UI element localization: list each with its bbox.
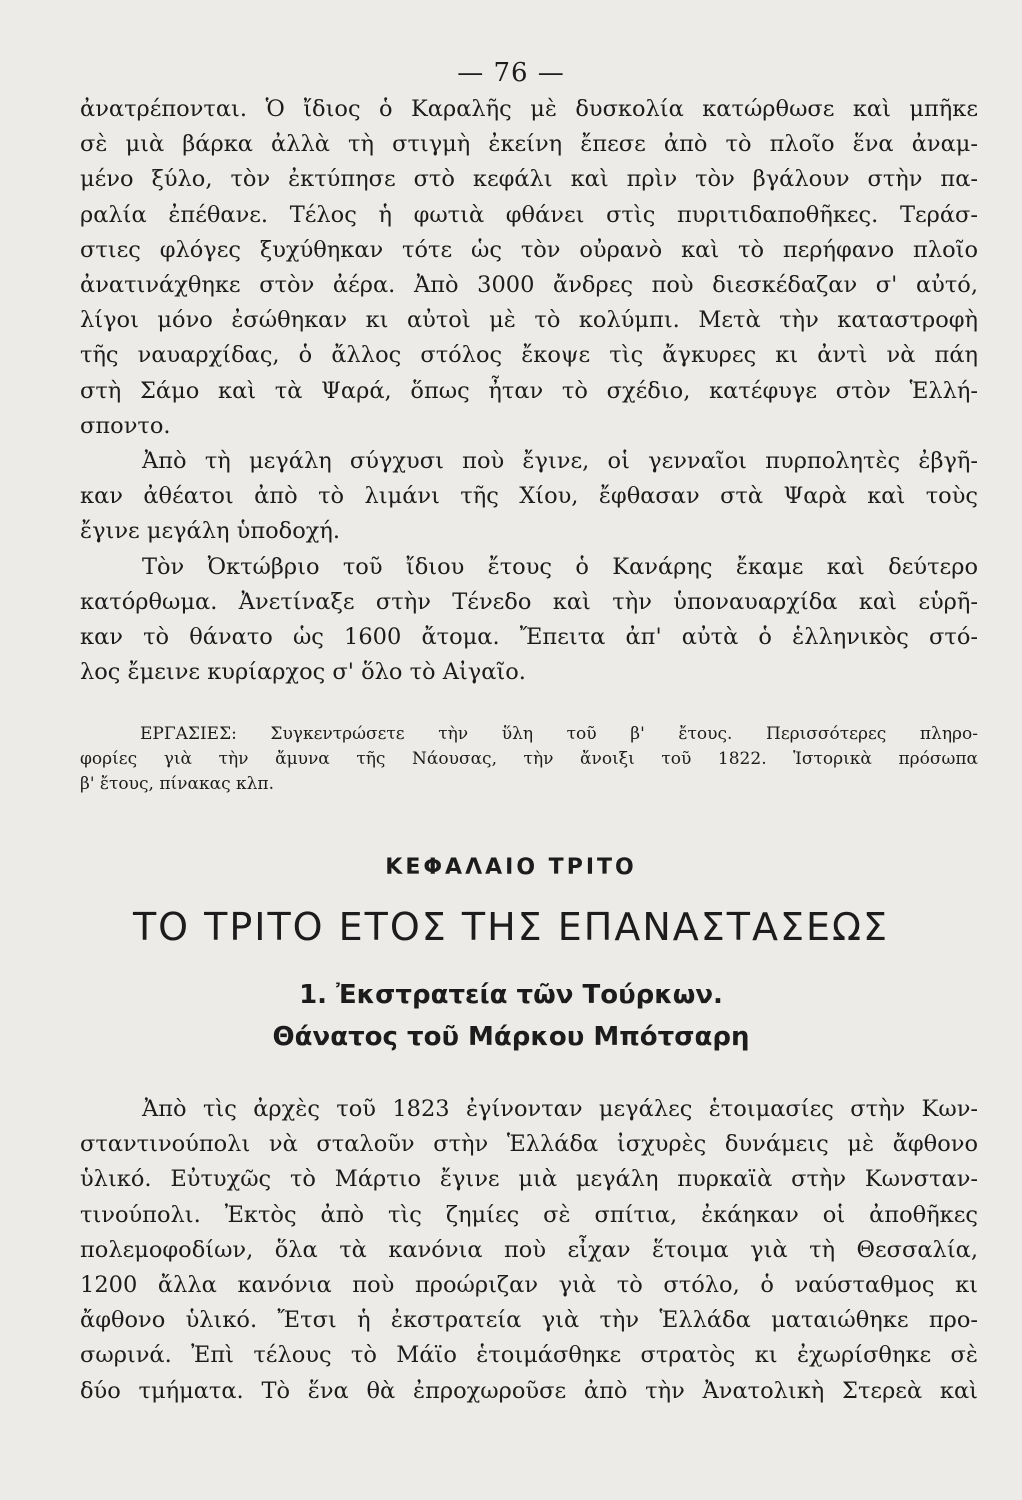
text-line: τινούπολι. Ἐκτὸς ἀπὸ τὶς ζημίες σὲ σπίτια, ἐκάηκαν οἱ ἀποθῆκες xyxy=(80,1201,978,1228)
section-subheading: Θάνατος τοῦ Μάρκου Μπότσαρη xyxy=(272,1022,750,1052)
text-line: Ἀπὸ τὶς ἀρχὲς τοῦ 1823 ἐγίνονταν μεγάλες ἑτοιμασίες στὴν Κων- xyxy=(142,1096,978,1122)
text-line: μένο ξύλο, τὸν ἐκτύπησε στὸ κεφάλι καὶ πρὶν τὸν βγάλουν στὴν πα- xyxy=(80,166,978,193)
paragraph xyxy=(80,550,978,691)
text-line: σταντινούπολι νὰ σταλοῦν στὴν Ἑλλάδα ἰσχυρὲς δυνάμεις μὲ ἄφθονο xyxy=(80,1131,978,1158)
text-line: 1200 ἄλλα κανόνια ποὺ προώριζαν γιὰ τὸ στόλο, ὁ ναύσταθμος κι xyxy=(80,1272,978,1299)
text-line: ἀνατινάχθηκε στὸν ἀέρα. Ἀπὸ 3000 ἄνδρες ποὺ διεσκέδαζαν σ' αὐτό, xyxy=(80,272,978,299)
text-line: ἀνατρέπονται. Ὁ ἴδιος ὁ Καραλῆς μὲ δυσκολία κατώρθωσε καὶ μπῆκε xyxy=(80,96,978,122)
body-text-bottom xyxy=(80,1092,978,1409)
paragraph xyxy=(80,92,978,444)
page-number: — 76 — xyxy=(457,58,565,88)
text-line: Ἀπὸ τὴ μεγάλη σύγχυσι ποὺ ἔγινε, οἱ γενναῖοι πυρπολητὲς ἐβγῆ- xyxy=(142,448,978,475)
chapter-label: ΚΕΦΑΛΑΙΟ ΤΡΙΤΟ xyxy=(385,855,637,880)
section-heading: 1. Ἐκστρατεία τῶν Τούρκων. xyxy=(299,980,723,1010)
text-line: σωρινά. Ἐπὶ τέλους τὸ Μάϊο ἑτοιμάσθηκε στρατὸς κι ἐχωρίσθηκε σὲ xyxy=(80,1342,978,1369)
text-line: ἄφθονο ὑλικό. Ἔτσι ἡ ἐκστρατεία γιὰ τὴν Ἑλλάδα ματαιώθηκε προ- xyxy=(80,1307,978,1334)
text-line: καν ἀθέατοι ἀπὸ τὸ λιμάνι τῆς Χίου, ἔφθασαν στὰ Ψαρὰ καὶ τοὺς xyxy=(80,483,978,510)
text-line: δύο τμήματα. Τὸ ἕνα θὰ ἐπροχωροῦσε ἀπὸ τὴν Ἀνατολικὴ Στερεὰ καὶ xyxy=(80,1377,978,1404)
text-line: σποντο. xyxy=(80,412,171,439)
text-line: πολεμοφοδίων, ὅλα τὰ κανόνια ποὺ εἶχαν ἕτοιμα γιὰ τὴ Θεσσαλία, xyxy=(80,1236,978,1263)
text-line: ΕΡΓΑΣΙΕΣ: Συγκεντρώσετε τὴν ὕλη τοῦ β' ἔτους. Περισσότερες πληρο- xyxy=(140,724,978,744)
text-line: φορίες γιὰ τὴν ἄμυνα τῆς Νάουσας, τὴν ἄνοιξι τοῦ 1822. Ἱστορικὰ πρόσωπα xyxy=(80,749,978,769)
text-line: ἔγινε μεγάλη ὑποδοχή. xyxy=(80,518,341,545)
text-line: σὲ μιὰ βάρκα ἀλλὰ τὴ στιγμὴ ἐκείνη ἔπεσε ἀπὸ τὸ πλοῖο ἕνα ἀναμ- xyxy=(80,131,978,158)
text-line: καν τὸ θάνατο ὡς 1600 ἄτομα. Ἔπειτα ἀπ' αὐτὰ ὁ ἑλληνικὸς στό- xyxy=(80,624,978,651)
text-line: λίγοι μόνο ἐσώθηκαν κι αὐτοὶ μὲ τὸ κολύμπι. Μετὰ τὴν καταστροφὴ xyxy=(80,307,978,334)
text-line: λος ἔμεινε κυρίαρχος σ' ὅλο τὸ Αἰγαῖο. xyxy=(80,659,526,686)
text-line: β' ἔτους, πίνακας κλπ. xyxy=(80,774,274,794)
text-line: στὴ Σάμο καὶ τὰ Ψαρά, ὅπως ἦταν τὸ σχέδιο, κατέφυγε στὸν Ἑλλή- xyxy=(80,377,978,404)
text-line: στιες φλόγες ξυχύθηκαν τότε ὡς τὸν οὐρανὸ καὶ τὸ περήφανο πλοῖο xyxy=(80,236,978,263)
text-line: κατόρθωμα. Ἀνετίναξε στὴν Τένεδο καὶ τὴν ὑποναυαρχίδα καὶ εὑρῆ- xyxy=(80,588,978,615)
paragraph xyxy=(80,444,978,550)
tasks-note xyxy=(80,722,978,797)
text-line: ὑλικό. Εὐτυχῶς τὸ Μάρτιο ἔγινε μιὰ μεγάλη πυρκαϊὰ στὴν Κωνσταν- xyxy=(80,1166,978,1193)
text-line: τῆς ναυαρχίδας, ὁ ἄλλος στόλος ἔκοψε τὶς ἄγκυρες κι ἀντὶ νὰ πάη xyxy=(80,342,978,369)
text-line: Τὸν Ὀκτώβριο τοῦ ἴδιου ἔτους ὁ Κανάρης ἔκαμε καὶ δεύτερο xyxy=(142,553,978,580)
body-text-top xyxy=(80,92,978,690)
chapter-title: ΤΟ ΤΡΙΤΟ ΕΤΟΣ ΤΗΣ ΕΠΑΝΑΣΤΑΣΕΩΣ xyxy=(132,905,890,949)
paragraph xyxy=(80,1092,978,1409)
text-line: ραλία ἐπέθανε. Τέλος ἡ φωτιὰ φθάνει στὶς πυριτιδαποθῆκες. Τεράσ- xyxy=(80,201,978,228)
